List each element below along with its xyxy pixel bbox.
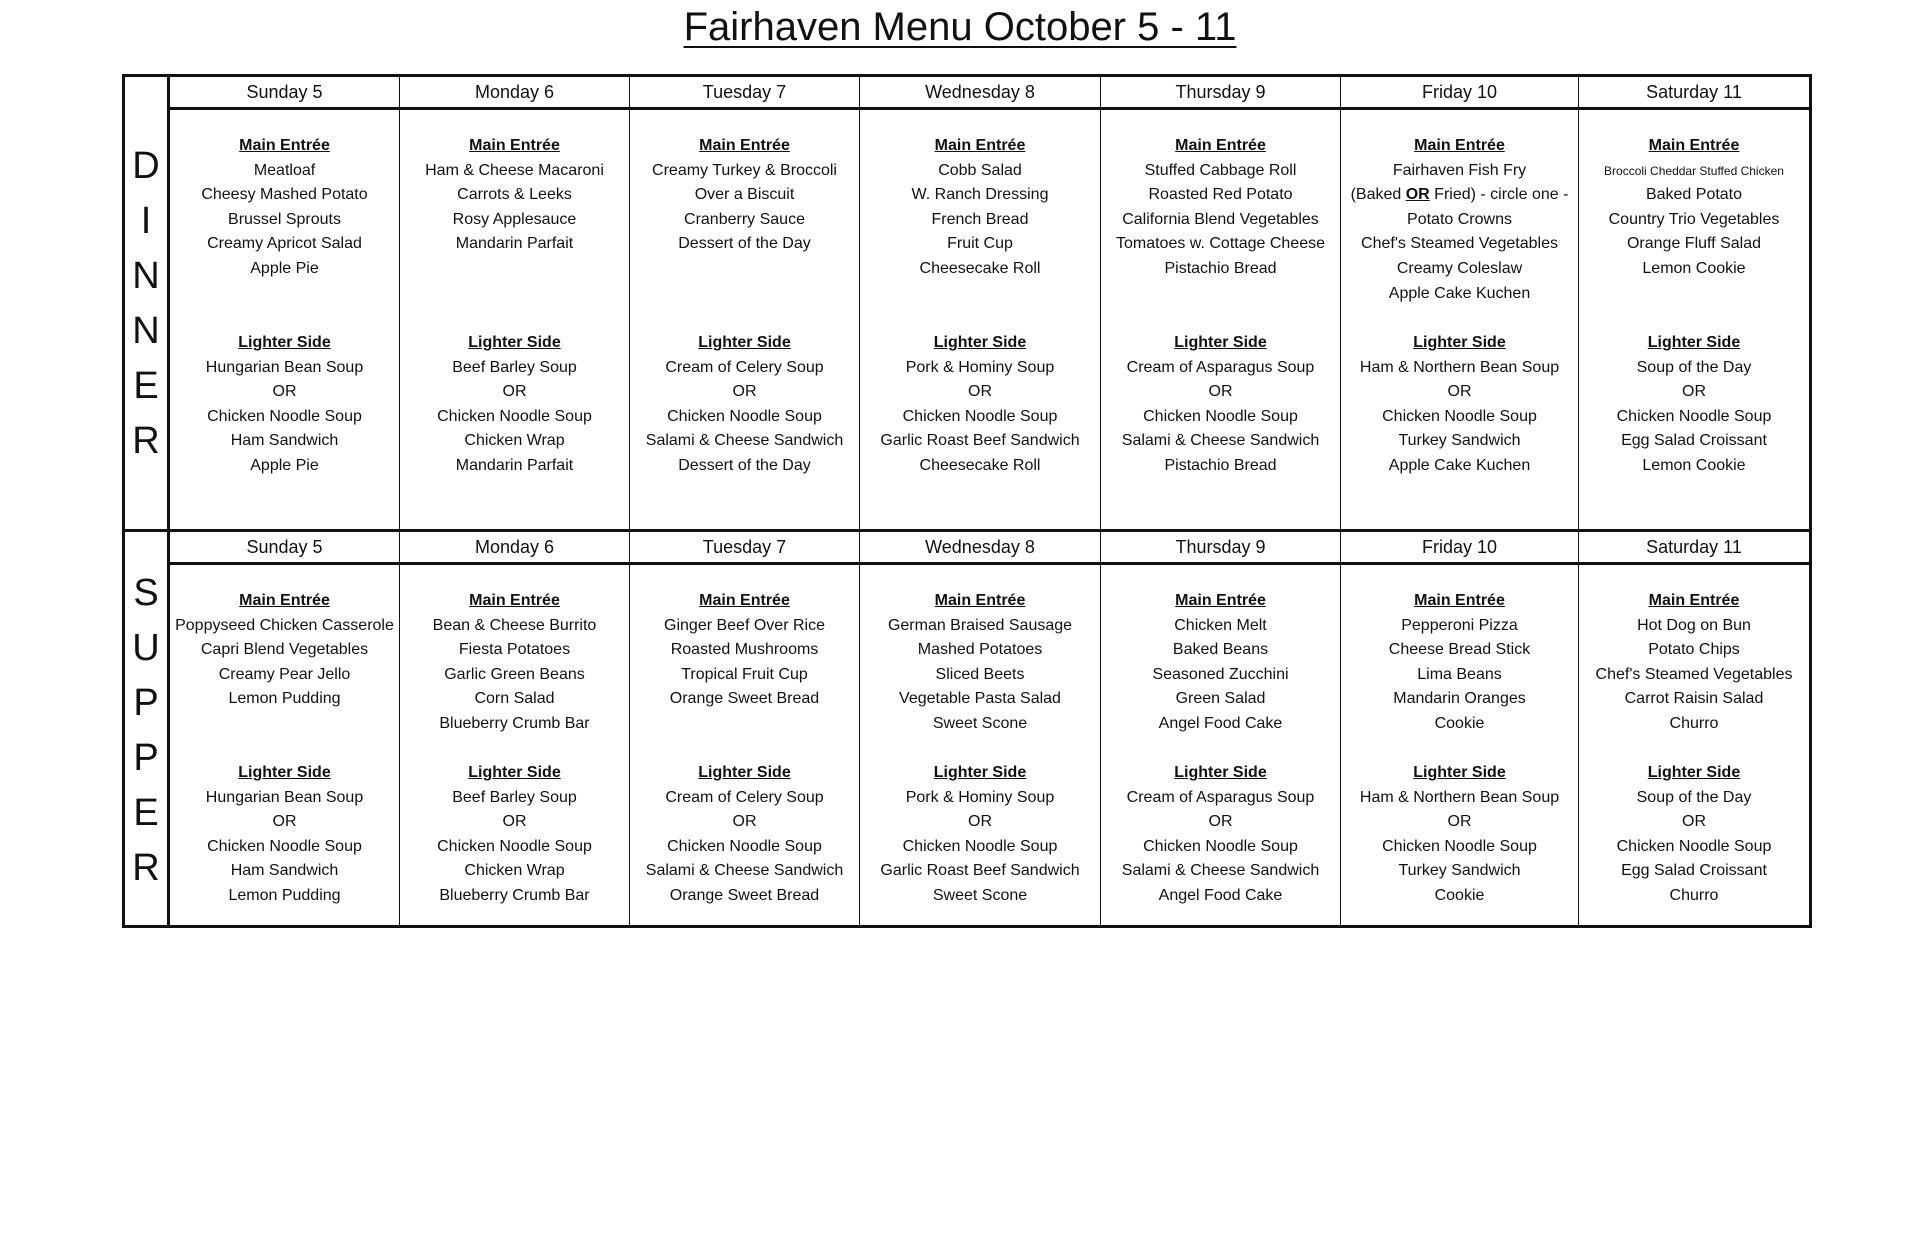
menu-item: Potato Chips [1648, 641, 1740, 659]
main-entree-heading: Main Entrée [934, 592, 1026, 609]
supper-label-letter: S [133, 572, 159, 614]
menu-item: Baked Beans [1172, 641, 1269, 659]
menu-item: Salami & Cheese Sandwich [1121, 432, 1320, 450]
lighter-side-heading: Lighter Side [698, 764, 791, 781]
menu-item: OR [1208, 383, 1233, 401]
menu-item: Creamy Pear Jello [218, 665, 351, 683]
day-header: Monday 6 [400, 532, 630, 562]
menu-item: Apple Cake Kuchen [1388, 456, 1531, 474]
supper-label-letter: R [132, 847, 160, 889]
menu-item: Baked Potato [1645, 186, 1743, 204]
day-cell [170, 110, 400, 529]
dinner-body-row [170, 110, 1809, 529]
main-entree-block [630, 134, 859, 331]
menu-item: Pork & Hominy Soup [905, 788, 1055, 806]
menu-item: Orange Sweet Bread [669, 690, 820, 708]
dinner-section [125, 77, 1809, 529]
day-cell [400, 565, 630, 925]
lighter-side-block [170, 761, 399, 909]
day-cell [860, 110, 1101, 529]
menu-item: Potato Crowns [1407, 210, 1512, 228]
day-cell [1101, 565, 1341, 925]
lighter-side-heading: Lighter Side [468, 764, 561, 781]
lighter-side-block [1101, 331, 1340, 479]
dinner-label-letter: E [133, 365, 159, 407]
day-header: Wednesday 8 [860, 77, 1101, 107]
menu-item: Garlic Green Beans [444, 665, 585, 683]
menu-item: French Bread [931, 210, 1029, 228]
lighter-side-heading: Lighter Side [933, 764, 1027, 781]
menu-item: OR [1447, 383, 1472, 401]
menu-item: Soup of the Day [1636, 788, 1752, 806]
main-entree-heading: Main Entrée [239, 592, 330, 609]
menu-item: Creamy Turkey & Broccoli [652, 161, 837, 179]
menu-item: Carrots & Leeks [457, 186, 572, 204]
menu-item: Ham & Northern Bean Soup [1359, 358, 1560, 376]
dinner-day-header-row [170, 77, 1809, 110]
menu-item: Sliced Beets [935, 665, 1025, 683]
dinner-grid [170, 77, 1809, 529]
day-header: Sunday 5 [170, 532, 400, 562]
supper-day-header-row [170, 532, 1809, 565]
lighter-side-block [1341, 761, 1578, 909]
menu-item: Cheese Bread Stick [1388, 641, 1531, 659]
lighter-side-block [1579, 761, 1809, 909]
menu-item: Pork & Hominy Soup [905, 358, 1055, 376]
main-entree-heading: Main Entrée [1414, 137, 1505, 154]
menu-item: Lemon Pudding [228, 690, 341, 708]
menu-item: Garlic Roast Beef Sandwich [880, 862, 1080, 880]
menu-item: Vegetable Pasta Salad [899, 690, 1061, 708]
menu-item: Blueberry Crumb Bar [439, 714, 590, 732]
day-cell [1341, 565, 1579, 925]
menu-item: Hot Dog on Bun [1637, 616, 1751, 634]
menu-item: Pistachio Bread [1164, 456, 1277, 474]
main-entree-heading: Main Entrée [469, 137, 560, 154]
menu-item: Brussel Sprouts [228, 210, 341, 228]
menu-item: Cranberry Sauce [684, 210, 805, 228]
menu-item: Ginger Beef Over Rice [664, 616, 825, 634]
day-header: Saturday 11 [1646, 537, 1742, 557]
menu-item: Ham & Cheese Macaroni [425, 161, 604, 179]
day-header: Friday 10 [1341, 77, 1579, 107]
lighter-side-heading: Lighter Side [1413, 334, 1506, 351]
menu-item: Mandarin Oranges [1393, 690, 1526, 708]
menu-item: Rosy Applesauce [452, 210, 577, 228]
day-cell [1579, 110, 1809, 529]
menu-item: Carrot Raisin Salad [1624, 690, 1764, 708]
menu-item: Apple Cake Kuchen [1388, 284, 1531, 302]
menu-item: Ham & Northern Bean Soup [1359, 788, 1560, 806]
menu-item: Blueberry Crumb Bar [439, 886, 590, 904]
day-header: Saturday 11 [1646, 82, 1742, 102]
menu-item: Chicken Noodle Soup [207, 837, 362, 855]
supper-side-label [125, 532, 170, 925]
menu-item: Turkey Sandwich [1398, 432, 1521, 450]
dinner-label-letter: N [132, 310, 160, 352]
menu-item: Tropical Fruit Cup [681, 665, 808, 683]
menu-item: Cream of Celery Soup [665, 788, 824, 806]
menu-item: Soup of the Day [1636, 358, 1752, 376]
lighter-side-block [630, 331, 859, 479]
menu-item: Creamy Coleslaw [1396, 259, 1523, 277]
menu-item: OR [272, 383, 297, 401]
menu-item: Ham Sandwich [230, 432, 339, 450]
menu-item: Over a Biscuit [694, 186, 795, 204]
lighter-side-heading: Lighter Side [238, 334, 331, 351]
menu-item: Cream of Asparagus Soup [1126, 788, 1315, 806]
supper-label-letter: P [133, 682, 159, 724]
supper-body-row [170, 565, 1809, 925]
menu-item: Orange Sweet Bread [669, 886, 820, 904]
menu-item: Mashed Potatoes [917, 641, 1043, 659]
lighter-side-block [170, 331, 399, 479]
page-title: Fairhaven Menu October 5 - 11 [683, 5, 1237, 49]
day-header: Tuesday 7 [630, 532, 860, 562]
lighter-side-heading: Lighter Side [698, 334, 791, 351]
main-entree-block [860, 134, 1100, 331]
lighter-side-block [1579, 331, 1809, 479]
menu-item: Beef Barley Soup [452, 358, 577, 376]
menu-item: German Braised Sausage [887, 616, 1073, 634]
menu-item: Cheesecake Roll [919, 456, 1041, 474]
fry-note-after: Fried) - circle one - [1429, 186, 1569, 204]
main-entree-heading: Main Entrée [1175, 592, 1266, 609]
menu-item: Hungarian Bean Soup [205, 788, 364, 806]
menu-item: Chicken Noodle Soup [1616, 407, 1772, 425]
main-entree-heading: Main Entrée [239, 137, 330, 154]
menu-item: OR [732, 813, 757, 831]
menu-item: Lemon Cookie [1642, 456, 1746, 474]
menu-item: Garlic Roast Beef Sandwich [880, 432, 1080, 450]
main-entree-block [1341, 134, 1578, 331]
menu-item: OR [1208, 813, 1233, 831]
dinner-label-letter: R [132, 420, 160, 462]
main-entree-block [1341, 589, 1578, 761]
menu-item: Chicken Noodle Soup [667, 407, 822, 425]
main-entree-heading: Main Entrée [699, 137, 790, 154]
main-entree-heading: Main Entrée [1648, 592, 1740, 609]
menu-item: Chicken Noodle Soup [1143, 837, 1298, 855]
menu-item: Broccoli Cheddar Stuffed Chicken [1604, 163, 1784, 178]
fry-note-or: OR [1405, 186, 1430, 204]
lighter-side-block [860, 331, 1100, 479]
main-entree-block [630, 589, 859, 761]
day-header: Tuesday 7 [630, 77, 860, 107]
menu-item: Angel Food Cake [1158, 886, 1283, 904]
menu-item: Cream of Celery Soup [665, 358, 824, 376]
menu-item: Chicken Wrap [464, 432, 565, 450]
menu-item: Apple Pie [250, 456, 319, 474]
menu-item: Dessert of the Day [678, 235, 811, 253]
menu-item: Salami & Cheese Sandwich [1121, 862, 1320, 880]
menu-table [122, 74, 1812, 928]
menu-item: Mandarin Parfait [455, 456, 574, 474]
main-entree-block [1101, 134, 1340, 331]
lighter-side-heading: Lighter Side [468, 334, 561, 351]
lighter-side-heading: Lighter Side [1647, 334, 1741, 351]
supper-label-letter: E [133, 792, 159, 834]
menu-item: W. Ranch Dressing [911, 186, 1049, 204]
lighter-side-block [400, 761, 629, 909]
menu-item: Chicken Noodle Soup [437, 837, 592, 855]
menu-item: OR [1682, 383, 1706, 401]
menu-item: Lima Beans [1417, 665, 1502, 683]
menu-item: OR [272, 813, 297, 831]
lighter-side-block [1341, 331, 1578, 479]
menu-item: Corn Salad [474, 690, 555, 708]
dinner-side-label [125, 77, 170, 529]
menu-item: Salami & Cheese Sandwich [645, 432, 844, 450]
menu-item: Stuffed Cabbage Roll [1144, 161, 1297, 179]
menu-item: Chicken Noodle Soup [1382, 407, 1537, 425]
day-cell [630, 565, 860, 925]
supper-grid [170, 532, 1809, 925]
day-cell [170, 565, 400, 925]
lighter-side-heading: Lighter Side [1413, 764, 1506, 781]
menu-item: Angel Food Cake [1158, 714, 1283, 732]
main-entree-block [1579, 589, 1809, 761]
menu-item: Cheesecake Roll [919, 259, 1041, 277]
menu-item: Bean & Cheese Burrito [432, 616, 597, 634]
main-entree-heading: Main Entrée [1414, 592, 1505, 609]
menu-item: Chicken Noodle Soup [902, 837, 1058, 855]
menu-item: Dessert of the Day [678, 456, 811, 474]
menu-item: Beef Barley Soup [452, 788, 577, 806]
menu-item: Cobb Salad [938, 161, 1022, 179]
menu-item: Creamy Apricot Salad [207, 235, 362, 253]
menu-item: OR [502, 813, 527, 831]
menu-item: Chicken Noodle Soup [1382, 837, 1537, 855]
menu-item: Chef's Steamed Vegetables [1361, 235, 1558, 253]
menu-item: Chicken Noodle Soup [667, 837, 822, 855]
menu-item: Pistachio Bread [1164, 259, 1277, 277]
main-entree-block [400, 134, 629, 331]
menu-item: Sweet Scone [932, 886, 1028, 904]
menu-item: Cheesy Mashed Potato [201, 186, 368, 204]
menu-item: Tomatoes w. Cottage Cheese [1115, 235, 1325, 253]
menu-item: Capri Blend Vegetables [200, 641, 369, 659]
day-cell [400, 110, 630, 529]
day-header: Friday 10 [1341, 532, 1579, 562]
lighter-side-heading: Lighter Side [1174, 334, 1267, 351]
fry-note-before: (Baked [1350, 186, 1406, 204]
lighter-side-block [1101, 761, 1340, 909]
menu-item: Cookie [1434, 714, 1485, 732]
menu-item: Apple Pie [250, 259, 319, 277]
day-cell [860, 565, 1101, 925]
main-entree-block [1101, 589, 1340, 761]
menu-item: Country Trio Vegetables [1608, 210, 1780, 228]
menu-item: California Blend Vegetables [1122, 210, 1319, 228]
day-header: Thursday 9 [1101, 77, 1341, 107]
lighter-side-heading: Lighter Side [933, 334, 1027, 351]
menu-item: Cream of Asparagus Soup [1126, 358, 1315, 376]
supper-section [125, 529, 1809, 925]
menu-item: Green Salad [1175, 690, 1266, 708]
menu-item: Churro [1669, 714, 1719, 732]
main-entree-block [170, 134, 399, 331]
menu-item: Cookie [1434, 886, 1485, 904]
lighter-side-block [630, 761, 859, 909]
menu-item: Chicken Noodle Soup [1616, 837, 1772, 855]
day-header: Wednesday 8 [860, 532, 1101, 562]
main-entree-heading: Main Entrée [469, 592, 560, 609]
menu-item: Egg Salad Croissant [1621, 432, 1767, 450]
dinner-label-letter: D [132, 145, 160, 187]
menu-item: Mandarin Parfait [455, 235, 574, 253]
menu-item: Chicken Noodle Soup [437, 407, 592, 425]
menu-item: Fiesta Potatoes [458, 641, 571, 659]
lighter-side-heading: Lighter Side [1174, 764, 1267, 781]
day-cell [1341, 110, 1579, 529]
main-entree-heading: Main Entrée [934, 137, 1026, 154]
menu-item: Chicken Noodle Soup [207, 407, 362, 425]
day-header: Sunday 5 [170, 77, 400, 107]
menu-item: Orange Fluff Salad [1626, 235, 1761, 253]
menu-item: Turkey Sandwich [1398, 862, 1521, 880]
menu-item: Lemon Cookie [1642, 259, 1746, 277]
day-cell [630, 110, 860, 529]
menu-item: Fairhaven Fish Fry [1392, 161, 1527, 179]
lighter-side-heading: Lighter Side [238, 764, 331, 781]
menu-item: OR [1447, 813, 1472, 831]
menu-item: Roasted Mushrooms [670, 641, 819, 659]
main-entree-heading: Main Entrée [1648, 137, 1740, 154]
main-entree-block [170, 589, 399, 761]
menu-item: OR [1682, 813, 1706, 831]
main-entree-block [860, 589, 1100, 761]
menu-item: Pepperoni Pizza [1401, 616, 1518, 634]
menu-item: Egg Salad Croissant [1621, 862, 1767, 880]
main-entree-heading: Main Entrée [1175, 137, 1266, 154]
menu-item: Chicken Noodle Soup [902, 407, 1058, 425]
lighter-side-block [400, 331, 629, 479]
menu-item: Churro [1669, 886, 1719, 904]
menu-item: OR [502, 383, 527, 401]
day-header: Thursday 9 [1101, 532, 1341, 562]
menu-item: Meatloaf [253, 161, 316, 179]
menu-item: Seasoned Zucchini [1152, 665, 1289, 683]
menu-item: OR [968, 813, 992, 831]
day-cell [1579, 565, 1809, 925]
menu-item: Roasted Red Potato [1148, 186, 1293, 204]
menu-item: Chicken Noodle Soup [1143, 407, 1298, 425]
supper-label-letter: U [132, 627, 160, 669]
menu-item: Poppyseed Chicken Casserole [175, 616, 394, 634]
supper-label-letter: P [133, 737, 159, 779]
menu-item: OR [968, 383, 992, 401]
menu-item: Lemon Pudding [228, 886, 341, 904]
menu-item: Hungarian Bean Soup [205, 358, 364, 376]
menu-item: Fruit Cup [947, 235, 1013, 253]
menu-item: Sweet Scone [932, 714, 1028, 732]
main-entree-block [1579, 134, 1809, 331]
menu-item: OR [732, 383, 757, 401]
menu-item: Salami & Cheese Sandwich [645, 862, 844, 880]
lighter-side-heading: Lighter Side [1647, 764, 1741, 781]
dinner-label-letter: I [140, 200, 152, 242]
day-header: Monday 6 [400, 77, 630, 107]
lighter-side-block [860, 761, 1100, 909]
fry-option-note [1341, 183, 1578, 208]
main-entree-heading: Main Entrée [699, 592, 790, 609]
day-cell [1101, 110, 1341, 529]
menu-item: Ham Sandwich [230, 862, 339, 880]
main-entree-block [400, 589, 629, 761]
menu-item: Chef's Steamed Vegetables [1595, 665, 1793, 683]
dinner-label-letter: N [132, 255, 160, 297]
menu-item: Chicken Wrap [464, 862, 565, 880]
menu-item: Chicken Melt [1174, 616, 1267, 634]
